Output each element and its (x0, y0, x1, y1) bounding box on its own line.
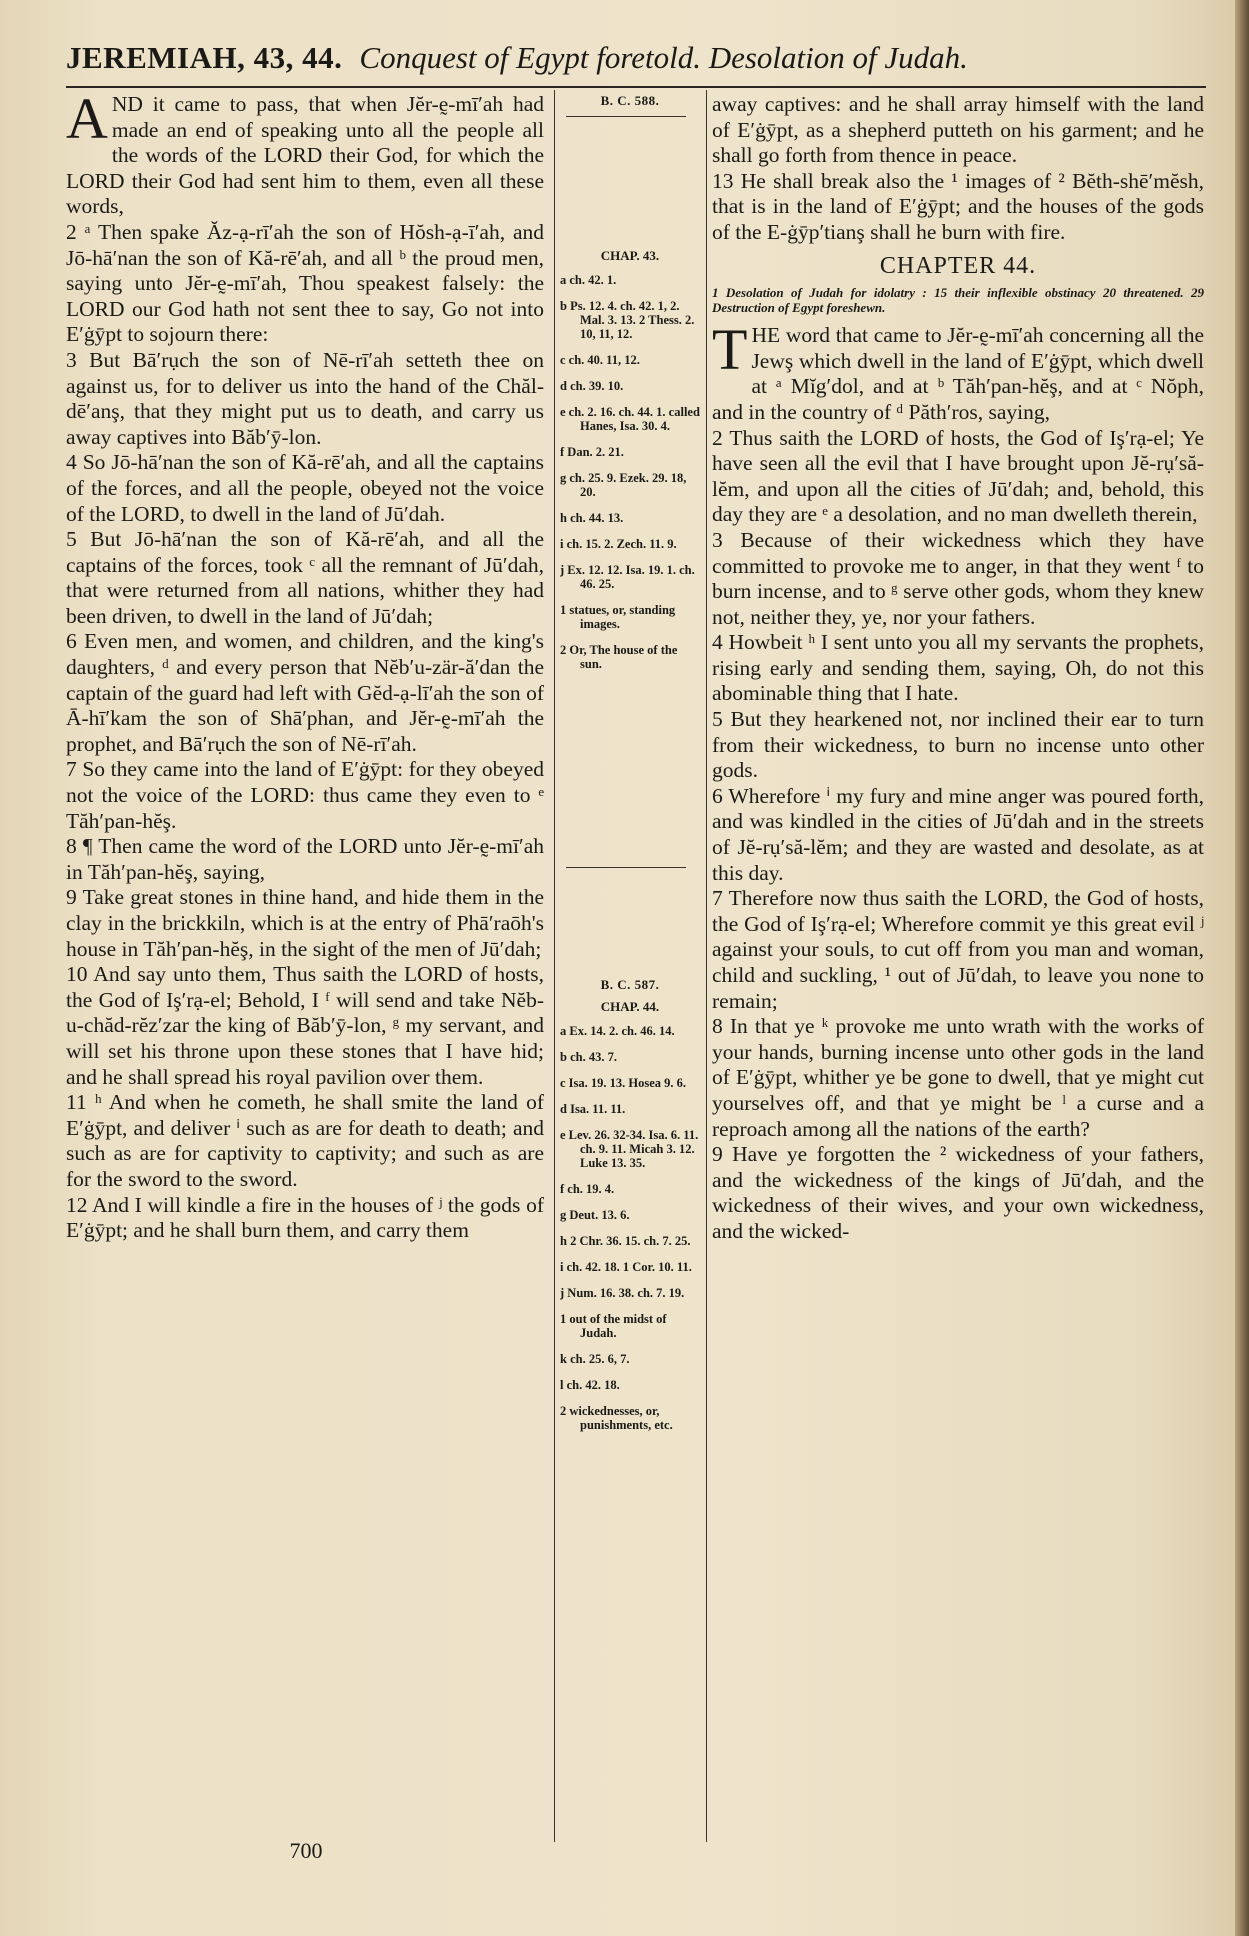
running-header (66, 40, 1206, 84)
margin-note: d Isa. 11. 11. (560, 1102, 626, 1116)
margin-note: g Deut. 13. 6. (560, 1208, 630, 1222)
verse: 8 ¶ Then came the word of the LORD unto Jĕr-ḛ-mī′ah in Tăh′pan-hĕş, saying, (66, 834, 544, 884)
verse: 5 But Jō-hā′nan the son of Kă-rē′ah, and all the captains of the forces, took ᶜ all the remnant of Jū′dah, that were returned from all nations, whither they had been driven, to dwell in the land of Jū′dah; (66, 527, 544, 628)
verse: 11 ʰ And when he cometh, he shall smite the land of E′ġȳpt, and deliver ⁱ such as are for death to death; and such as are for captivity to captivity; and such as are for the sword to the sword. (66, 1090, 544, 1191)
margin-note: e Lev. 26. 32-34. Isa. 6. 11. ch. 9. 11. Micah 3. 12. Luke 13. 35. (560, 1128, 699, 1170)
verse: 10 And say unto them, Thus saith the LORD of hosts, the God of Iş′rạ-el; Behold, I ᶠ will send and take Nĕb-u-chăd-rĕz′zar the king of Băb′ȳ-lon, ᵍ my servant, and will set his throne upon these stones that I have hid; and he shall spread his royal pavilion over them. (66, 962, 544, 1089)
margin-note: 2 Or, The house of the sun. (560, 643, 678, 671)
margin-note: l ch. 42. 18. (560, 1378, 620, 1392)
verse: 3 But Bā′rụch the son of Nē-rī′ah setteth thee on against us, for to deliver us into the hand of the Chăl-dē′anş, that they might put us to death, and carry us away captives into Băb′ȳ-lon. (66, 347, 544, 449)
verse: 6 Even men, and women, and children, and the king's daughters, ᵈ and every person that Nĕb′u-zär-ă′dan the captain of the guard had left with Gĕd-ạ-lī′ah the son of Ā-hī′kam the son of Shā′phan, and Jĕr-ḛ-mī′ah the prophet, and Bā′rụch the son of Nē-rī′ah. (66, 629, 544, 756)
margin-note: g ch. 25. 9. Ezek. 29. 18, 20. (560, 471, 687, 499)
margin-note: c ch. 40. 11, 12. (560, 353, 640, 367)
verse: away captives: and he shall array himself with the land of E′ġȳpt, as a shepherd putteth on his garment; and he shall go forth from thence in peace. (712, 92, 1204, 168)
margin-note: f ch. 19. 4. (560, 1182, 615, 1196)
margin-date: B. C. 588. (600, 93, 660, 108)
verse: 2 ᵃ Then spake Ăz-ạ-rī′ah the son of Hŏsh-ạ-ī′ah, and Jō-hā′nan the son of Kă-rē′ah, and all ᵇ the proud men, saying unto Jĕr-ḛ-mī′ah, Thou speakest falsely: the LORD our God hath not sent thee to say, Go not into E′ġȳpt to sojourn there: (66, 219, 544, 347)
margin-note: e ch. 2. 16. ch. 44. 1. called Hanes, Isa. 30. 4. (560, 405, 700, 433)
header-book: JEREMIAH, 43, 44. (66, 40, 343, 75)
column-rule-left (554, 90, 555, 1842)
margin-note: j Ex. 12. 12. Isa. 19. 1. ch. 46. 25. (560, 563, 695, 591)
margin-spacer (560, 683, 700, 859)
margin-spacer (560, 125, 700, 243)
margin-note: b ch. 43. 7. (560, 1050, 617, 1064)
margin-note: d ch. 39. 10. (560, 379, 624, 393)
margin-date: B. C. 587. (600, 977, 660, 992)
left-text-column (66, 92, 544, 1832)
right-text-column (712, 92, 1204, 1832)
margin-note: c Isa. 19. 13. Hosea 9. 6. (560, 1076, 687, 1090)
verse: 13 He shall break also the ¹ images of ² Bĕth-shē′mĕsh, that is in the land of E′ġȳpt; and the houses of the gods of the E-ġȳp′tianş shall he burn with fire. (712, 168, 1204, 244)
page-number: 700 (289, 1838, 323, 1863)
chapter-heading: CHAPTER 44. (879, 252, 1037, 279)
margin-chapter-label: CHAP. 44. (600, 999, 660, 1014)
verse: 8 In that ye ᵏ provoke me unto wrath with the works of your hands, burning incense unto other gods in the land of E′ġȳpt, whither ye be gone to dwell, that ye might cut yourselves off, and that ye might be ˡ a curse and a reproach among all the nations of the earth? (712, 1014, 1204, 1141)
margin-rule (566, 867, 686, 868)
margin-note: i ch. 42. 18. 1 Cor. 10. 11. (560, 1260, 692, 1274)
margin-chapter-label: CHAP. 43. (600, 248, 660, 263)
verse: THE word that came to Jĕr-ḛ-mī′ah concerning all the Jewş which dwell in the land of E′ġȳpt, which dwell at ᵃ Mĭg′dol, and at ᵇ Tăh′pan-hĕş, and at ᶜ Nŏph, and in the country of ᵈ Păth′ros, saying, (712, 317, 1204, 424)
verse: 9 Take great stones in thine hand, and hide them in the clay in the brickkiln, which is at the entry of Phā′raōh's house in Tăh′pan-hĕş, in the sight of the men of Jū′dah; (66, 885, 544, 961)
margin-rule (566, 116, 686, 117)
verse: 9 Have ye forgotten the ² wickedness of your fathers, and the wickedness of the kings of Jū′dah, and the wickedness of their wives, and your own wickedness, and the wicked- (712, 1142, 1204, 1243)
margin-note: a ch. 42. 1. (560, 273, 617, 287)
verse: 2 Thus saith the LORD of hosts, the God of Iş′rạ-el; Ye have seen all the evil that I have brought upon Jĕ-rụ′să-lĕm, and upon all the cities of Jū′dah; and, behold, this day they are ᵉ a desolation, and no man dwelleth therein, (712, 425, 1204, 527)
verse: 12 And I will kindle a fire in the houses of ʲ the gods of E′ġȳpt; and he shall burn them, and carry them (66, 1192, 544, 1243)
margin-note: j Num. 16. 38. ch. 7. 19. (560, 1286, 685, 1300)
verse: 4 Howbeit ʰ I sent unto you all my servants the prophets, rising early and sending them, saying, Oh, do not this abominable thing that I hate. (712, 630, 1204, 706)
verse: 4 So Jō-hā′nan the son of Kă-rē′ah, and all the captains of the forces, and all the people, obeyed not the voice of the LORD, to dwell in the land of Jū′dah. (66, 450, 544, 526)
drop-cap: A (66, 92, 108, 151)
margin-note: b Ps. 12. 4. ch. 42. 1, 2. Mal. 3. 13. 2 Thess. 2. 10, 11, 12. (560, 299, 695, 341)
margin-spacer (560, 876, 700, 976)
margin-references (560, 92, 700, 1832)
margin-note: h 2 Chr. 36. 15. ch. 7. 25. (560, 1234, 691, 1248)
verse: AND it came to pass, that when Jĕr-ḛ-mī′ah had made an end of speaking unto all the people all the words of the LORD their God, for which the LORD their God had sent him to them, even all these words, (66, 92, 544, 219)
margin-note: 2 wickednesses, or, punishments, etc. (560, 1404, 673, 1432)
verse: 6 Wherefore ⁱ my fury and mine anger was poured forth, and was kindled in the cities of Jū′dah and in the streets of Jĕ-rụ′să-lĕm; and they are wasted and desolate, as at this day. (712, 783, 1204, 885)
margin-note: a Ex. 14. 2. ch. 46. 14. (560, 1024, 675, 1038)
header-rule (66, 86, 1206, 88)
verse: 3 Because of their wickedness which they have committed to provoke me to anger, in that they went ᶠ to burn incense, and to ᵍ serve other gods, whom they knew not, neither they, ye, nor your fathers. (712, 527, 1204, 629)
margin-note: i ch. 15. 2. Zech. 11. 9. (560, 537, 677, 551)
chapter-summary: 1 Desolation of Judah for idolatry : 15 their inflexible obstinacy 20 threatened. 29 Destruction of Egypt foreshewn. (712, 285, 1204, 316)
page-edge-shadow (1235, 0, 1249, 1936)
margin-note: h ch. 44. 13. (560, 511, 624, 525)
margin-note: 1 statues, or, standing images. (560, 603, 676, 631)
margin-note: 1 out of the midst of Judah. (560, 1312, 667, 1340)
column-rule-right (706, 90, 707, 1842)
header-title: Conquest of Egypt foretold. Desolation of Judah. (359, 40, 968, 75)
verse: 5 But they hearkened not, nor inclined their ear to turn from their wickedness, to burn no incense unto other gods. (712, 707, 1204, 783)
margin-note: k ch. 25. 6, 7. (560, 1352, 630, 1366)
drop-cap: T (712, 317, 748, 383)
verse: 7 So they came into the land of E′ġȳpt: for they obeyed not the voice of the LORD: thus came they even to ᵉ Tăh′pan-hĕş. (66, 757, 544, 833)
margin-note: f Dan. 2. 21. (560, 445, 624, 459)
verse: 7 Therefore now thus saith the LORD, the God of hosts, the God of Iş′rạ-el; Wherefore commit ye this great evil ʲ against your souls, to cut off from you man and woman, child and suckling, ¹ out of Jū′dah, to leave you none to remain; (712, 886, 1204, 1013)
